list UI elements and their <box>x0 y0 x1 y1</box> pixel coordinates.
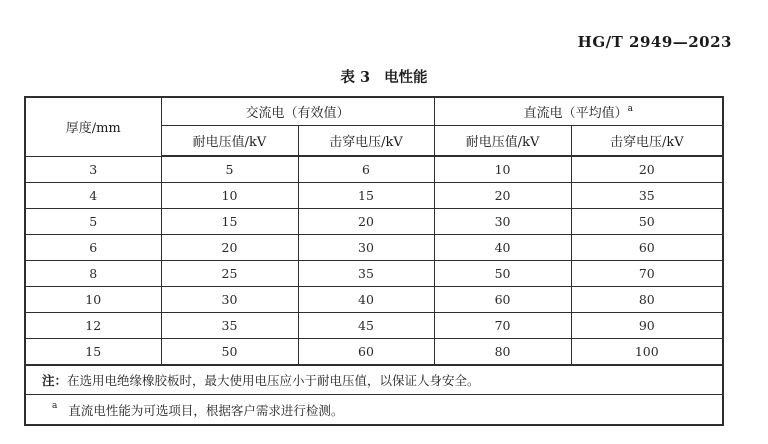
table-cell: 60 <box>571 235 723 261</box>
table-cell: 35 <box>161 313 298 339</box>
table-cell: 80 <box>434 339 571 366</box>
table-cell: 50 <box>434 261 571 287</box>
table-row <box>25 209 723 235</box>
sub-header-ac-breakdown: 击穿电压/kV <box>298 126 434 157</box>
footnote-superscript: a <box>52 401 58 412</box>
table-body <box>25 156 723 365</box>
note-row <box>25 365 723 395</box>
table-cell: 50 <box>161 339 298 366</box>
dc-group-superscript: a <box>627 103 633 114</box>
table-cell: 15 <box>161 209 298 235</box>
note-text: 在选用电绝缘橡胶板时，最大使用电压应小于耐电压值，以保证人身安全。 <box>67 373 480 388</box>
table-cell: 30 <box>434 209 571 235</box>
table-row <box>25 183 723 209</box>
table-cell: 20 <box>434 183 571 209</box>
table-cell: 5 <box>25 209 161 235</box>
footnote-text: 直流电性能为可选项目，根据客户需求进行检测。 <box>68 402 344 418</box>
table-cell: 4 <box>25 183 161 209</box>
table-cell: 15 <box>298 183 434 209</box>
table-cell: 30 <box>161 287 298 313</box>
header-group-row <box>25 97 723 126</box>
table-cell: 3 <box>25 156 161 183</box>
note-prefix: 注： <box>42 373 68 388</box>
table-cell: 45 <box>298 313 434 339</box>
table-cell: 12 <box>25 313 161 339</box>
thickness-column-header: 厚度/mm <box>25 97 161 156</box>
table-header <box>25 97 723 156</box>
ac-group-label: 交流电（有效值） <box>245 106 350 121</box>
sub-header-dc-breakdown: 击穿电压/kV <box>571 126 723 157</box>
table-title-text: 电性能 <box>384 69 428 86</box>
table-cell: 35 <box>571 183 723 209</box>
table-row <box>25 313 723 339</box>
table-cell: 50 <box>571 209 723 235</box>
table-cell: 35 <box>298 261 434 287</box>
table-cell: 20 <box>161 235 298 261</box>
table-cell: 60 <box>298 339 434 366</box>
table-cell: 30 <box>298 235 434 261</box>
table-row <box>25 261 723 287</box>
sub-header-dc-withstand: 耐电压值/kV <box>434 126 571 157</box>
sub-header-ac-withstand: 耐电压值/kV <box>161 126 298 157</box>
table-title-number: 表 3 <box>340 69 371 86</box>
table-cell: 10 <box>161 183 298 209</box>
table-cell: 80 <box>571 287 723 313</box>
table-cell: 70 <box>571 261 723 287</box>
table-cell: 20 <box>298 209 434 235</box>
table-cell: 100 <box>571 339 723 366</box>
table-cell: 20 <box>571 156 723 183</box>
table-cell: 6 <box>298 156 434 183</box>
standard-doc-number: HG/T 2949—2023 <box>577 33 732 51</box>
table-cell: 40 <box>434 235 571 261</box>
dc-group-label: 直流电（平均值） <box>523 106 628 121</box>
table-footer <box>25 365 723 425</box>
dc-group-header <box>434 97 723 126</box>
table-row <box>25 339 723 366</box>
footnote-row <box>25 395 723 426</box>
table-cell: 15 <box>25 339 161 366</box>
ac-group-header <box>161 97 434 126</box>
table-row <box>25 235 723 261</box>
note-cell <box>25 365 723 395</box>
footnote-cell <box>25 395 723 426</box>
table-cell: 6 <box>25 235 161 261</box>
table-cell: 60 <box>434 287 571 313</box>
table-cell: 40 <box>298 287 434 313</box>
table-title <box>0 66 768 87</box>
table-cell: 5 <box>161 156 298 183</box>
electrical-properties-table <box>24 96 724 426</box>
table-cell: 90 <box>571 313 723 339</box>
table-row <box>25 287 723 313</box>
table-cell: 8 <box>25 261 161 287</box>
table-cell: 10 <box>25 287 161 313</box>
table-cell: 10 <box>434 156 571 183</box>
table-cell: 25 <box>161 261 298 287</box>
table-cell: 70 <box>434 313 571 339</box>
table-row <box>25 156 723 183</box>
